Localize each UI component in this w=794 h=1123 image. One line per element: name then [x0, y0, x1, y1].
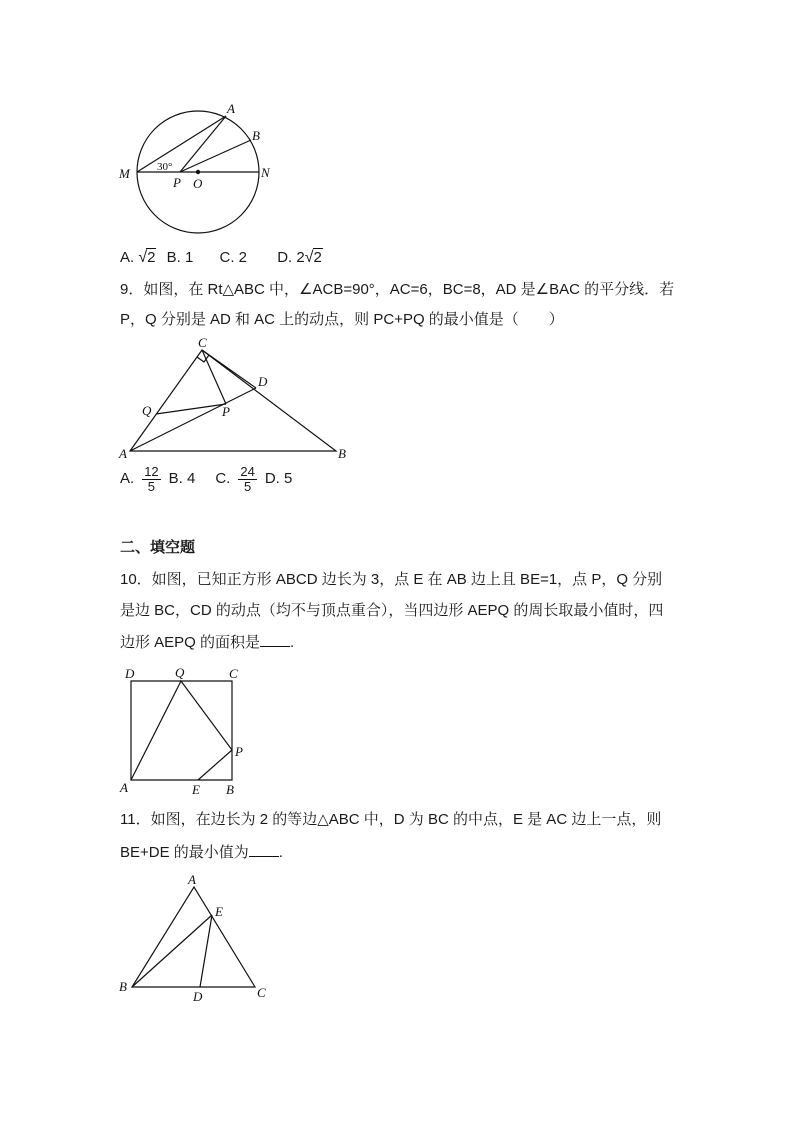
label-b: B — [119, 979, 127, 994]
label-n: N — [261, 165, 270, 180]
label-b: B — [252, 128, 260, 143]
label-c: C — [229, 666, 238, 681]
q8-option-a[interactable]: A. √2 — [120, 249, 156, 266]
q11-line-2: BE+DE 的最小值为 . — [120, 844, 283, 861]
square-figure — [115, 662, 255, 800]
label-e: E — [192, 782, 200, 797]
label-c: C — [198, 335, 207, 350]
segment-de — [200, 915, 212, 987]
fraction: $\frac{12}{5}$ — [144, 463, 159, 494]
label-p: P — [222, 404, 230, 419]
segment-ad — [130, 388, 256, 451]
label-q: Q — [175, 665, 185, 680]
label-q: Q — [142, 403, 152, 418]
q10-line-3: 边形 AEPQ 的面积是 . — [120, 634, 295, 651]
q9-option-a[interactable]: A. $\frac{12}{5}$ — [120, 463, 159, 494]
right-triangle-figure — [110, 330, 360, 465]
label-d: D — [258, 374, 268, 389]
answer-blank[interactable] — [249, 842, 279, 857]
q8-option-d[interactable]: D. 2√2 — [277, 249, 322, 266]
q9-option-b[interactable]: B. 4 — [168, 470, 196, 487]
label-a: A — [119, 446, 127, 461]
angle-label: 30° — [157, 161, 173, 173]
label-m: M — [119, 166, 130, 181]
segment-pa — [180, 116, 226, 172]
q9-option-d[interactable]: D. 5 — [264, 470, 293, 487]
q8-options — [120, 248, 323, 268]
segment-pq — [156, 404, 226, 414]
chord-ma — [137, 116, 226, 172]
label-a: A — [120, 780, 128, 795]
q9-option-c[interactable]: C. $\frac{24}{5}$ — [215, 463, 255, 494]
q9-options — [120, 464, 292, 494]
sqrt-symbol: √2 — [138, 249, 156, 266]
label-p: P — [173, 175, 181, 190]
label-d: D — [125, 666, 135, 681]
label-d: D — [193, 989, 203, 1004]
label-b: B — [338, 446, 346, 461]
q10-line-1: 10．如图，已知正方形 ABCD 边长为 3，点 E 在 AB 边上且 BE=1，点 P，Q 分别 — [120, 571, 663, 588]
fraction: $\frac{24}{5}$ — [240, 463, 255, 494]
label-p: P — [235, 744, 243, 759]
quadrilateral-aepq — [131, 681, 232, 780]
segment-be — [132, 915, 212, 987]
label-a: A — [188, 872, 196, 887]
equilateral-triangle-figure — [110, 868, 280, 1008]
answer-blank[interactable] — [260, 632, 290, 647]
label-e: E — [215, 904, 223, 919]
q9-line-1: 9．如图，在 Rt△ABC 中，∠ACB=90°，AC=6，BC=8，AD 是∠BAC 的平分线．若 — [120, 281, 675, 298]
triangle-abc — [132, 887, 255, 987]
q10-line-2: 是边 BC，CD 的动点（均不与顶点重合），当四边形 AEPQ 的周长取最小值时，四 — [120, 602, 664, 619]
q8-option-b[interactable]: B. 1 — [166, 249, 194, 266]
sqrt-symbol: √2 — [304, 249, 322, 266]
q8-option-c[interactable]: C. 2 — [219, 249, 248, 266]
center-point-o — [196, 170, 200, 174]
circle-figure — [110, 95, 290, 245]
section-heading: 二、填空题 — [120, 539, 196, 556]
label-c: C — [257, 985, 266, 1000]
q9-line-2: P，Q 分别是 AD 和 AC 上的动点，则 PC+PQ 的最小值是（ ） — [120, 311, 564, 328]
segment-pb — [180, 140, 251, 172]
label-b: B — [226, 782, 234, 797]
q11-line-1: 11．如图，在边长为 2 的等边△ABC 中，D 为 BC 的中点，E 是 AC 边上一点，则 — [120, 811, 662, 828]
label-a: A — [227, 101, 235, 116]
label-o: O — [193, 176, 203, 191]
